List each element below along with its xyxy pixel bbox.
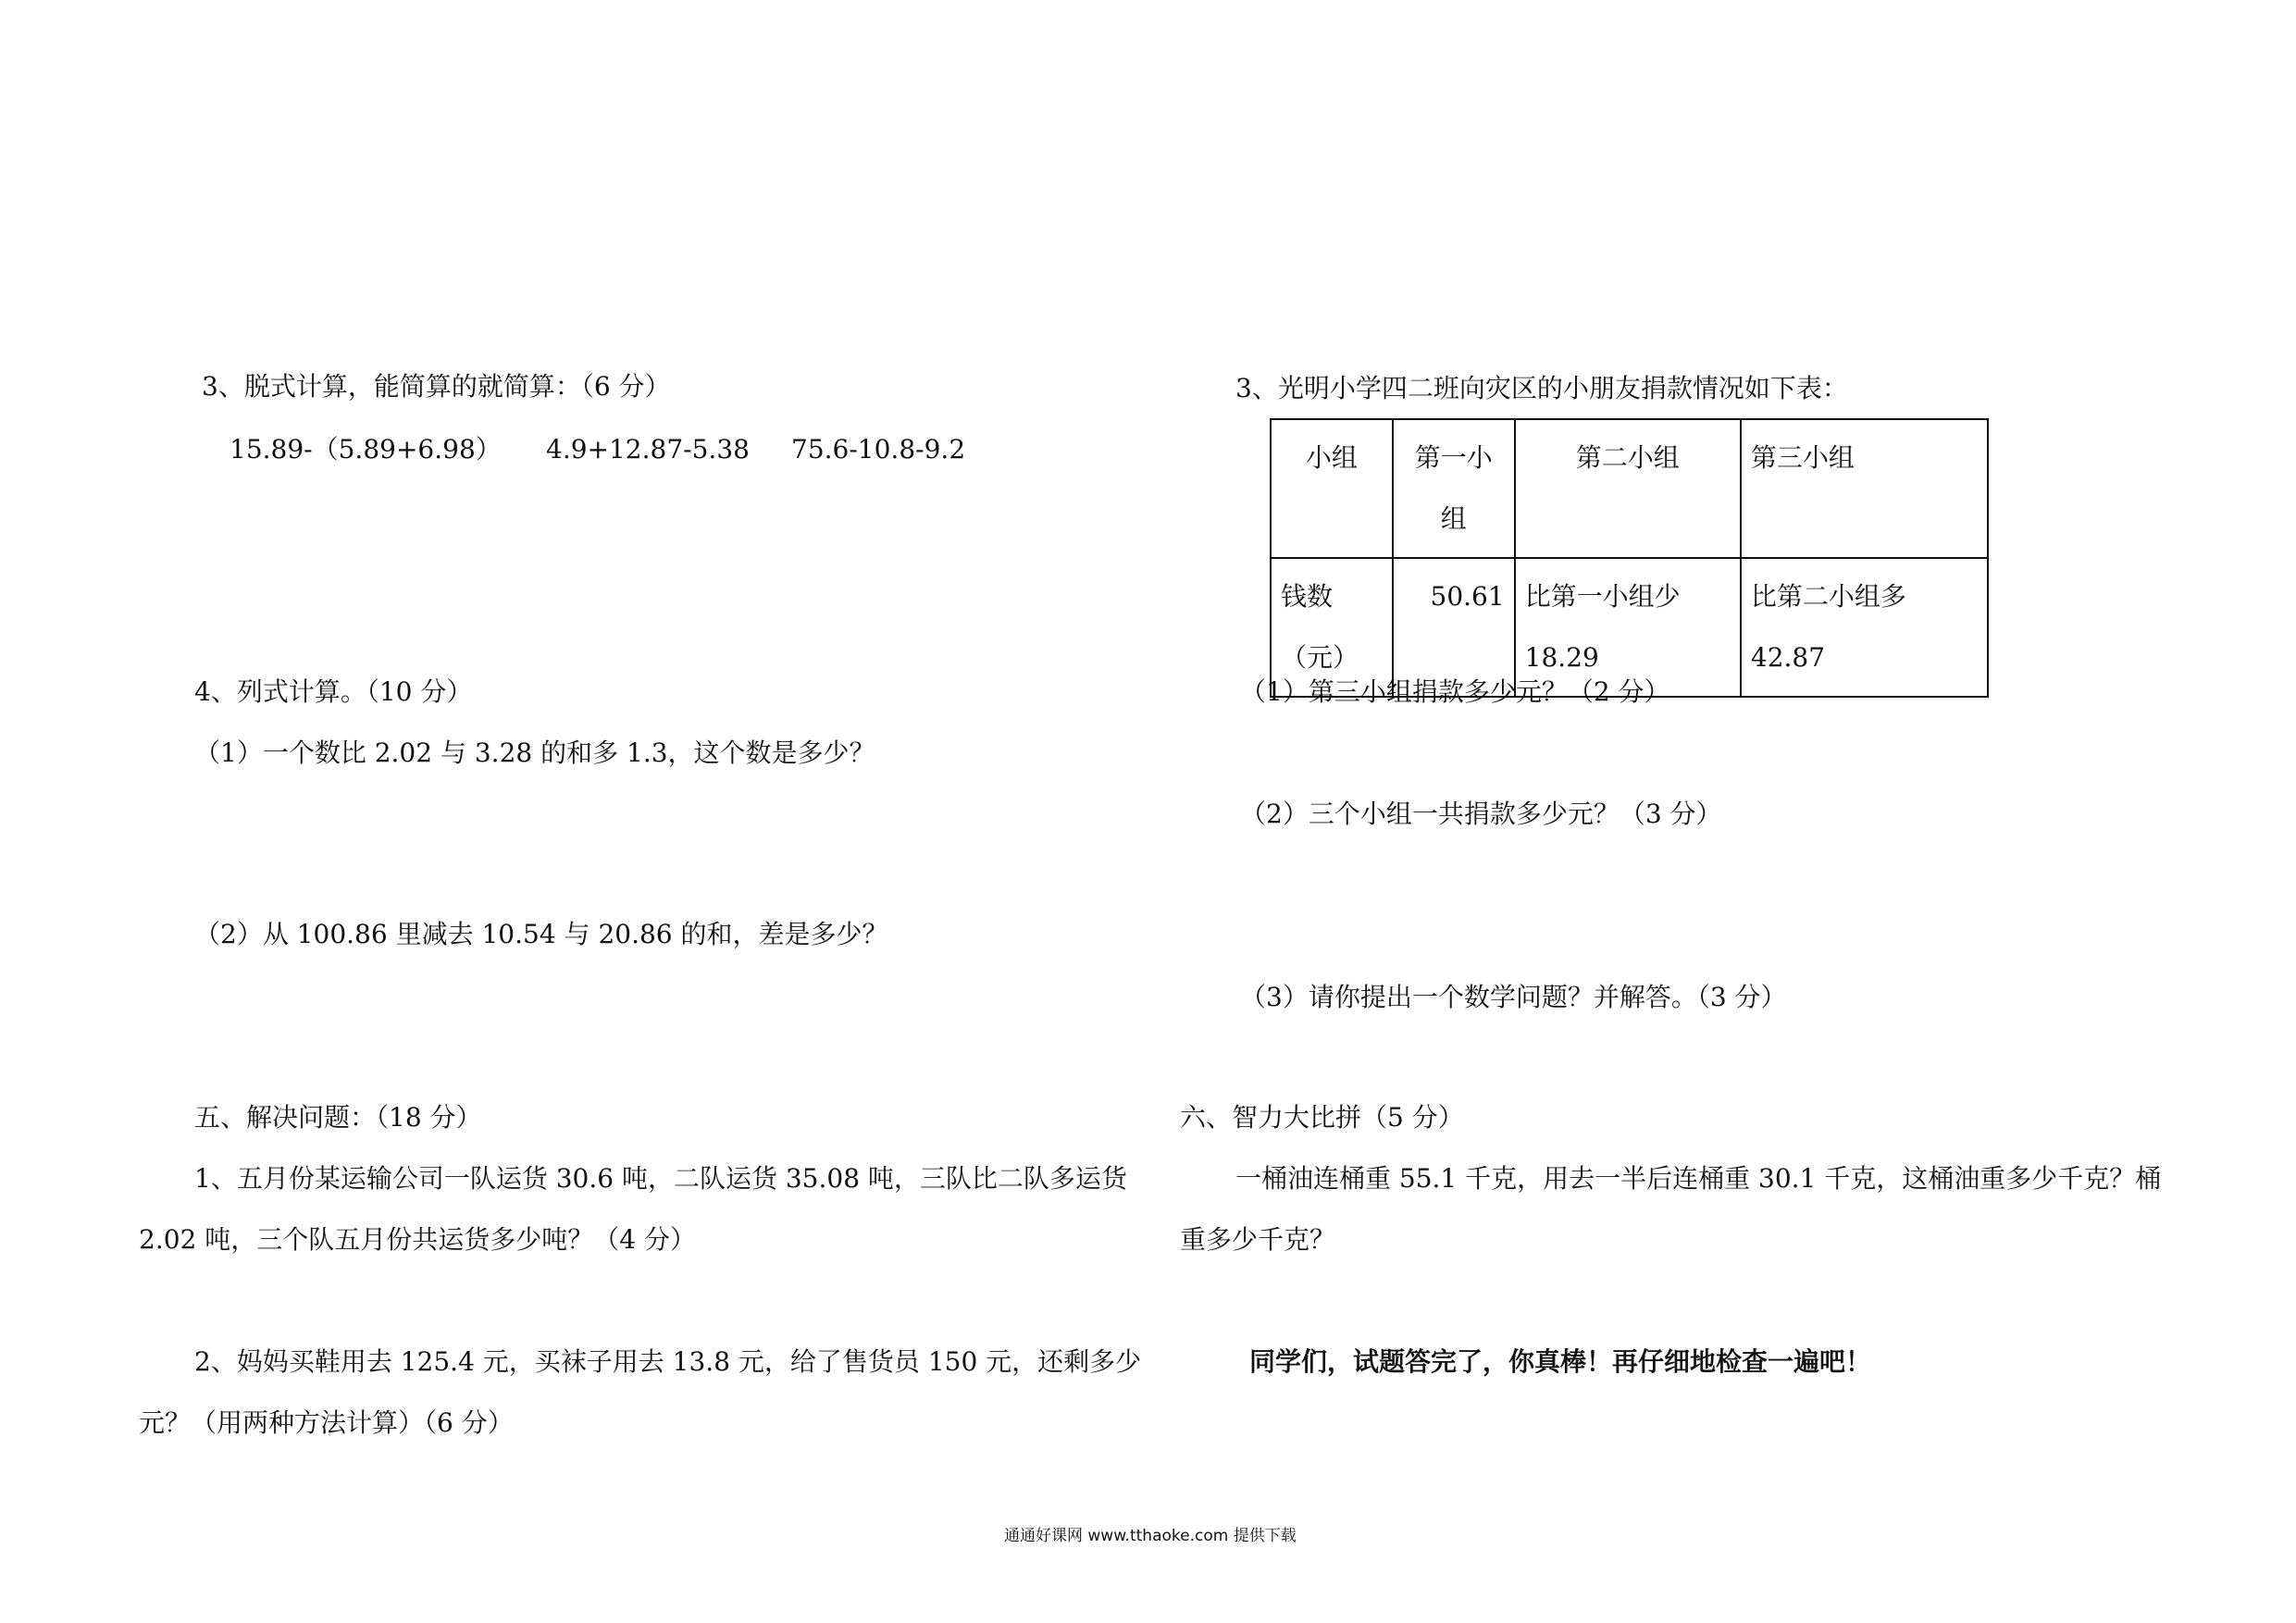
problem-1-line-2: 2.02 吨，三个队五月份共运货多少吨？（4 分） [139,1224,696,1255]
sub-question-2: （2）三个小组一共捐款多少元？（3 分） [1240,799,1722,829]
problem-1-line-1: 1、五月份某运输公司一队运货 30.6 吨，二队运货 35.08 吨，三队比二队多运货 [194,1163,1127,1194]
right-question-3-title: 3、光明小学四二班向灾区的小朋友捐款情况如下表： [1235,373,1848,403]
table-cell: 比第二小组多 42.87 [1741,558,1988,697]
expression-3: 75.6-10.8-9.2 [791,434,966,465]
question-4-1: （1）一个数比 2.02 与 3.28 的和多 1.3，这个数是多少？ [194,737,875,768]
table-header-cell: 第三小组 [1741,419,1988,558]
table-cell: 钱数（元） [1271,558,1393,697]
table-header-cell: 第一小组 [1393,419,1515,558]
table-header-cell: 第二小组 [1515,419,1741,558]
question-4-title: 4、列式计算。（10 分） [194,676,473,707]
sub-question-1: （1）第三小组捐款多少元？（2 分） [1240,676,1670,707]
footer-credit: 通通好课网 www.tthaoke.com 提供下载 [1004,1527,1297,1545]
question-4-2: （2）从 100.86 里减去 10.54 与 20.86 的和，差是多少？ [194,919,888,949]
expression-2: 4.9+12.87-5.38 [546,434,750,465]
donation-table [1270,418,1989,698]
table-header-cell: 小组 [1271,419,1393,558]
section-6-line-2: 重多少千克？ [1180,1224,1336,1255]
table-header-row [1271,419,1988,558]
sub-question-3: （3）请你提出一个数学问题？并解答。（3 分） [1240,982,1787,1012]
question-3-title: 3、脱式计算，能简算的就简算：（6 分） [202,371,671,402]
section-6-line-1: 一桶油连桶重 55.1 千克，用去一半后连桶重 30.1 千克，这桶油重多少千克？桶 [1235,1163,2162,1194]
expression-1: 15.89-（5.89+6.98） [230,434,502,465]
section-5-title: 五、解决问题：（18 分） [194,1102,482,1133]
section-6-title: 六、智力大比拼（5 分） [1180,1102,1464,1133]
problem-2-line-2: 元？（用两种方法计算）（6 分） [139,1407,514,1438]
problem-2-line-1: 2、妈妈买鞋用去 125.4 元，买袜子用去 13.8 元，给了售货员 150 元，还剩多少 [194,1346,1142,1377]
table-cell: 50.61 [1393,558,1515,697]
closing-message: 同学们，试题答完了，你真棒！再仔细地检查一遍吧！ [1249,1346,1872,1377]
table-cell: 比第一小组少 18.29 [1515,558,1741,697]
